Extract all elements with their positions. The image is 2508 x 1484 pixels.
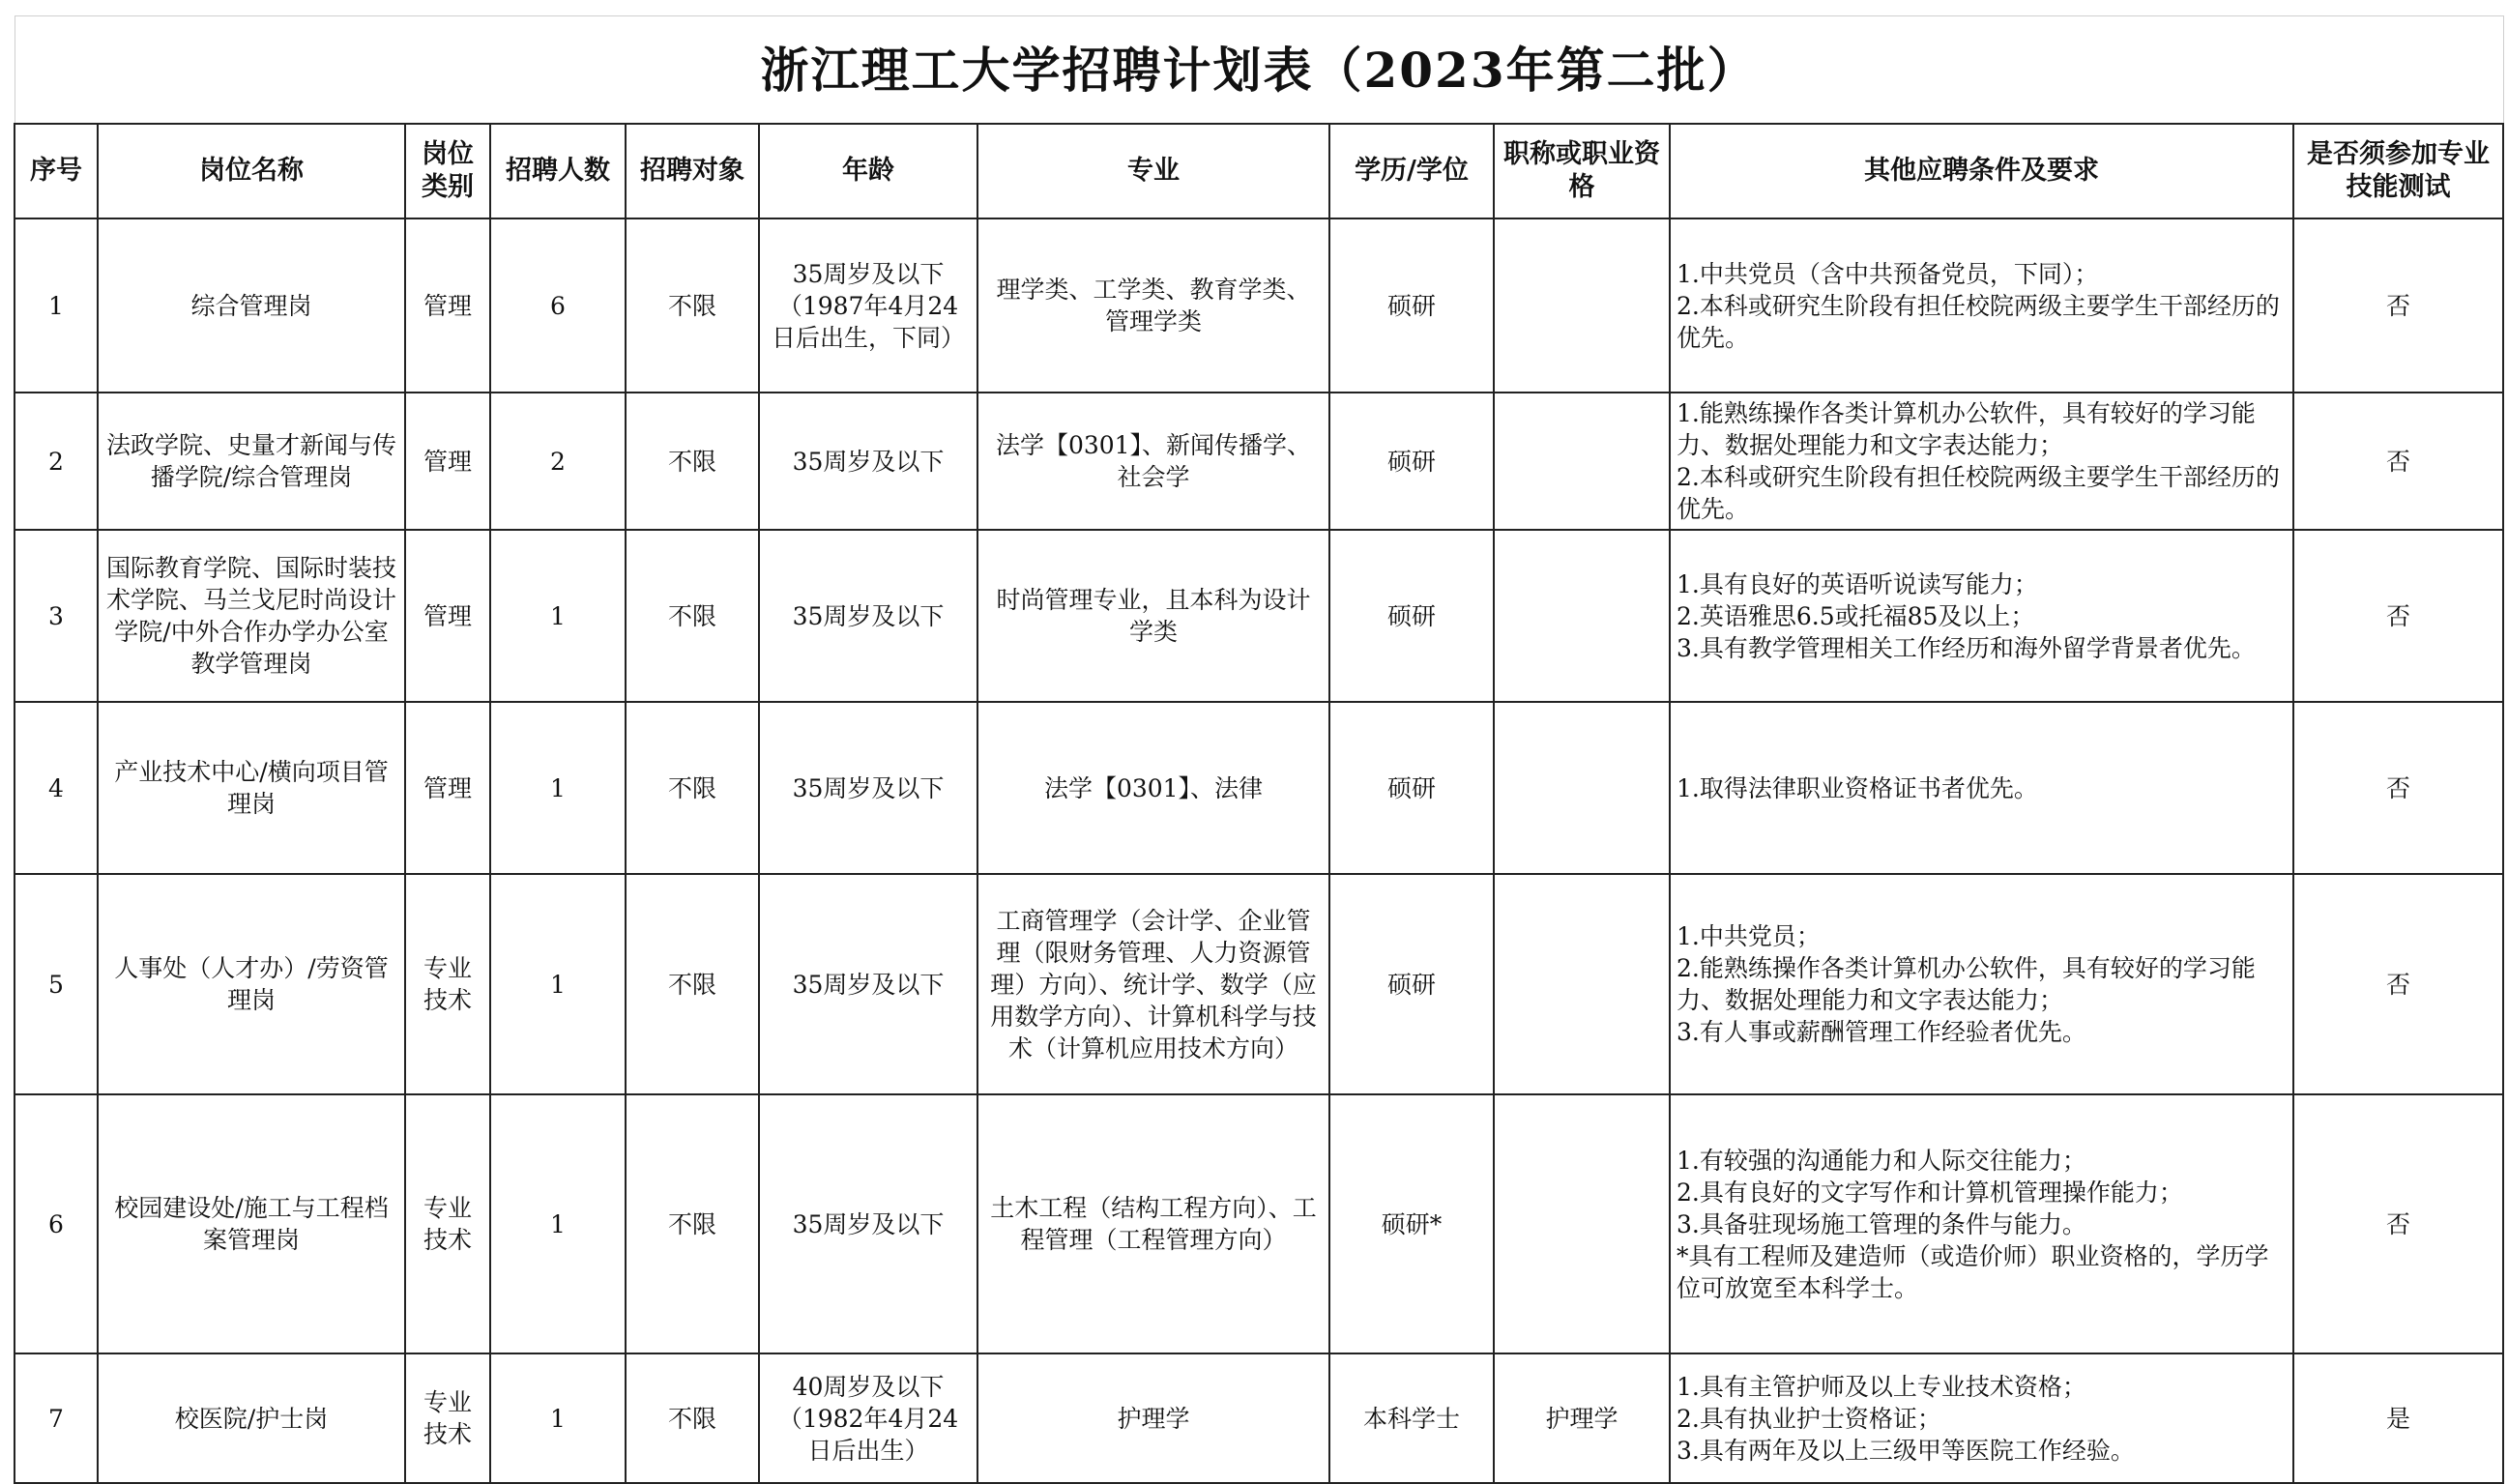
cell-title-qualification bbox=[1494, 1094, 1670, 1353]
cell-other-conditions bbox=[1670, 702, 2293, 874]
condition-item: 2.能熟练操作各类计算机办公软件，具有较好的学习能力、数据处理能力和文字表达能力； bbox=[1677, 954, 2256, 1014]
cell-count: 1 bbox=[490, 1353, 626, 1483]
cell-age: 35周岁及以下（1987年4月24日后出生，下同） bbox=[759, 218, 977, 393]
cell-target: 不限 bbox=[626, 1094, 759, 1353]
cell-count: 1 bbox=[490, 530, 626, 702]
cell-seq: 2 bbox=[15, 393, 98, 530]
condition-item: 1.具有主管护师及以上专业技术资格； bbox=[1677, 1372, 2086, 1401]
cell-skill-test: 否 bbox=[2293, 1094, 2503, 1353]
condition-item: 1.能熟练操作各类计算机办公软件，具有较好的学习能力、数据处理能力和文字表达能力； bbox=[1677, 399, 2256, 459]
condition-item: 3.具有教学管理相关工作经历和海外留学背景者优先。 bbox=[1677, 633, 2256, 662]
condition-item: 2.本科或研究生阶段有担任校院两级主要学生干部经历的优先。 bbox=[1677, 291, 2280, 352]
condition-item: 2.英语雅思6.5或托福85及以上； bbox=[1677, 601, 2035, 630]
cell-target: 不限 bbox=[626, 530, 759, 702]
condition-item: 1.取得法律职业资格证书者优先。 bbox=[1677, 773, 2038, 802]
condition-item: 1.中共党员（含中共预备党员，下同）； bbox=[1677, 259, 2099, 288]
cell-age: 35周岁及以下 bbox=[759, 702, 977, 874]
cell-target: 不限 bbox=[626, 218, 759, 393]
cell-position: 法政学院、史量才新闻与传播学院/综合管理岗 bbox=[98, 393, 405, 530]
cell-degree: 硕研 bbox=[1329, 874, 1494, 1094]
header-seq: 序号 bbox=[15, 124, 98, 218]
cell-skill-test: 否 bbox=[2293, 530, 2503, 702]
table-row bbox=[15, 530, 2503, 702]
cell-seq: 7 bbox=[15, 1353, 98, 1483]
cell-major: 土木工程（结构工程方向）、工程管理（工程管理方向） bbox=[977, 1094, 1329, 1353]
cell-major: 理学类、工学类、教育学类、管理学类 bbox=[977, 218, 1329, 393]
cell-degree: 硕研 bbox=[1329, 530, 1494, 702]
condition-item: *具有工程师及建造师（或造价师）职业资格的，学历学位可放宽至本科学士。 bbox=[1677, 1241, 2269, 1302]
cell-other-conditions bbox=[1670, 393, 2293, 530]
cell-other-conditions bbox=[1670, 530, 2293, 702]
cell-major: 护理学 bbox=[977, 1353, 1329, 1483]
cell-category: 专业技术 bbox=[405, 874, 490, 1094]
header-count: 招聘人数 bbox=[490, 124, 626, 218]
cell-other-conditions bbox=[1670, 218, 2293, 393]
cell-category: 管理 bbox=[405, 218, 490, 393]
cell-skill-test: 否 bbox=[2293, 874, 2503, 1094]
table-row bbox=[15, 702, 2503, 874]
cell-category: 管理 bbox=[405, 702, 490, 874]
page-title: 浙江理工大学招聘计划表（2023年第二批） bbox=[15, 16, 2503, 125]
cell-seq: 4 bbox=[15, 702, 98, 874]
header-other-conditions: 其他应聘条件及要求 bbox=[1670, 124, 2293, 218]
cell-other-conditions bbox=[1670, 1094, 2293, 1353]
cell-position: 产业技术中心/横向项目管理岗 bbox=[98, 702, 405, 874]
cell-category: 管理 bbox=[405, 530, 490, 702]
condition-item: 1.中共党员； bbox=[1677, 922, 1821, 950]
condition-item: 3.具备驻现场施工管理的条件与能力。 bbox=[1677, 1209, 2086, 1238]
cell-title-qualification bbox=[1494, 530, 1670, 702]
condition-item: 1.具有良好的英语听说读写能力； bbox=[1677, 569, 2038, 598]
cell-position: 校医院/护士岗 bbox=[98, 1353, 405, 1483]
cell-degree: 硕研 bbox=[1329, 393, 1494, 530]
table-row bbox=[15, 874, 2503, 1094]
cell-target: 不限 bbox=[626, 874, 759, 1094]
cell-other-conditions bbox=[1670, 1353, 2293, 1483]
cell-title-qualification bbox=[1494, 218, 1670, 393]
cell-seq: 1 bbox=[15, 218, 98, 393]
cell-target: 不限 bbox=[626, 702, 759, 874]
cell-seq: 6 bbox=[15, 1094, 98, 1353]
cell-skill-test: 是 bbox=[2293, 1353, 2503, 1483]
cell-other-conditions bbox=[1670, 874, 2293, 1094]
cell-seq: 3 bbox=[15, 530, 98, 702]
cell-age: 35周岁及以下 bbox=[759, 874, 977, 1094]
table-row bbox=[15, 218, 2503, 393]
cell-skill-test: 否 bbox=[2293, 218, 2503, 393]
cell-category: 专业技术 bbox=[405, 1094, 490, 1353]
condition-item: 2.本科或研究生阶段有担任校院两级主要学生干部经历的优先。 bbox=[1677, 463, 2280, 523]
cell-position: 校园建设处/施工与工程档案管理岗 bbox=[98, 1094, 405, 1353]
cell-target: 不限 bbox=[626, 1353, 759, 1483]
header-target: 招聘对象 bbox=[626, 124, 759, 218]
cell-count: 1 bbox=[490, 1094, 626, 1353]
cell-title-qualification bbox=[1494, 393, 1670, 530]
cell-major: 法学【0301】、新闻传播学、社会学 bbox=[977, 393, 1329, 530]
header-major: 专业 bbox=[977, 124, 1329, 218]
header-age: 年龄 bbox=[759, 124, 977, 218]
cell-position: 国际教育学院、国际时装技术学院、马兰戈尼时尚设计学院/中外合作办学办公室教学管理岗 bbox=[98, 530, 405, 702]
cell-position: 综合管理岗 bbox=[98, 218, 405, 393]
cell-degree: 硕研* bbox=[1329, 1094, 1494, 1353]
header-row bbox=[15, 124, 2503, 218]
recruitment-plan-sheet bbox=[14, 15, 2502, 1484]
condition-item: 2.具有良好的文字写作和计算机管理操作能力； bbox=[1677, 1178, 2183, 1207]
cell-skill-test: 否 bbox=[2293, 702, 2503, 874]
cell-count: 6 bbox=[490, 218, 626, 393]
header-degree: 学历/学位 bbox=[1329, 124, 1494, 218]
recruitment-table bbox=[14, 15, 2504, 1484]
header-category: 岗位类别 bbox=[405, 124, 490, 218]
cell-major: 法学【0301】、法律 bbox=[977, 702, 1329, 874]
cell-major: 时尚管理专业，且本科为设计学类 bbox=[977, 530, 1329, 702]
cell-title-qualification: 护理学 bbox=[1494, 1353, 1670, 1483]
cell-title-qualification bbox=[1494, 702, 1670, 874]
cell-count: 1 bbox=[490, 702, 626, 874]
cell-age: 35周岁及以下 bbox=[759, 1094, 977, 1353]
cell-age: 35周岁及以下 bbox=[759, 530, 977, 702]
condition-item: 3.有人事或薪酬管理工作经验者优先。 bbox=[1677, 1018, 2086, 1046]
condition-item: 3.具有两年及以上三级甲等医院工作经验。 bbox=[1677, 1436, 2135, 1465]
condition-item: 2.具有执业护士资格证； bbox=[1677, 1404, 1941, 1433]
table-body bbox=[15, 218, 2503, 1483]
table-row bbox=[15, 393, 2503, 530]
table-row bbox=[15, 1094, 2503, 1353]
condition-item: 1.有较强的沟通能力和人际交往能力； bbox=[1677, 1146, 2086, 1175]
cell-degree: 本科学士 bbox=[1329, 1353, 1494, 1483]
cell-age: 35周岁及以下 bbox=[759, 393, 977, 530]
cell-degree: 硕研 bbox=[1329, 218, 1494, 393]
cell-count: 1 bbox=[490, 874, 626, 1094]
cell-title-qualification bbox=[1494, 874, 1670, 1094]
cell-major: 工商管理学（会计学、企业管理（限财务管理、人力资源管理）方向）、统计学、数学（应用数学方向）、计算机科学与技术（计算机应用技术方向） bbox=[977, 874, 1329, 1094]
cell-category: 专业技术 bbox=[405, 1353, 490, 1483]
table-row bbox=[15, 1353, 2503, 1483]
header-skill-test: 是否须参加专业技能测试 bbox=[2293, 124, 2503, 218]
header-position: 岗位名称 bbox=[98, 124, 405, 218]
cell-target: 不限 bbox=[626, 393, 759, 530]
cell-skill-test: 否 bbox=[2293, 393, 2503, 530]
cell-age: 40周岁及以下（1982年4月24日后出生） bbox=[759, 1353, 977, 1483]
cell-position: 人事处（人才办）/劳资管理岗 bbox=[98, 874, 405, 1094]
cell-seq: 5 bbox=[15, 874, 98, 1094]
header-title-qualification: 职称或职业资格 bbox=[1494, 124, 1670, 218]
cell-count: 2 bbox=[490, 393, 626, 530]
cell-category: 管理 bbox=[405, 393, 490, 530]
cell-degree: 硕研 bbox=[1329, 702, 1494, 874]
